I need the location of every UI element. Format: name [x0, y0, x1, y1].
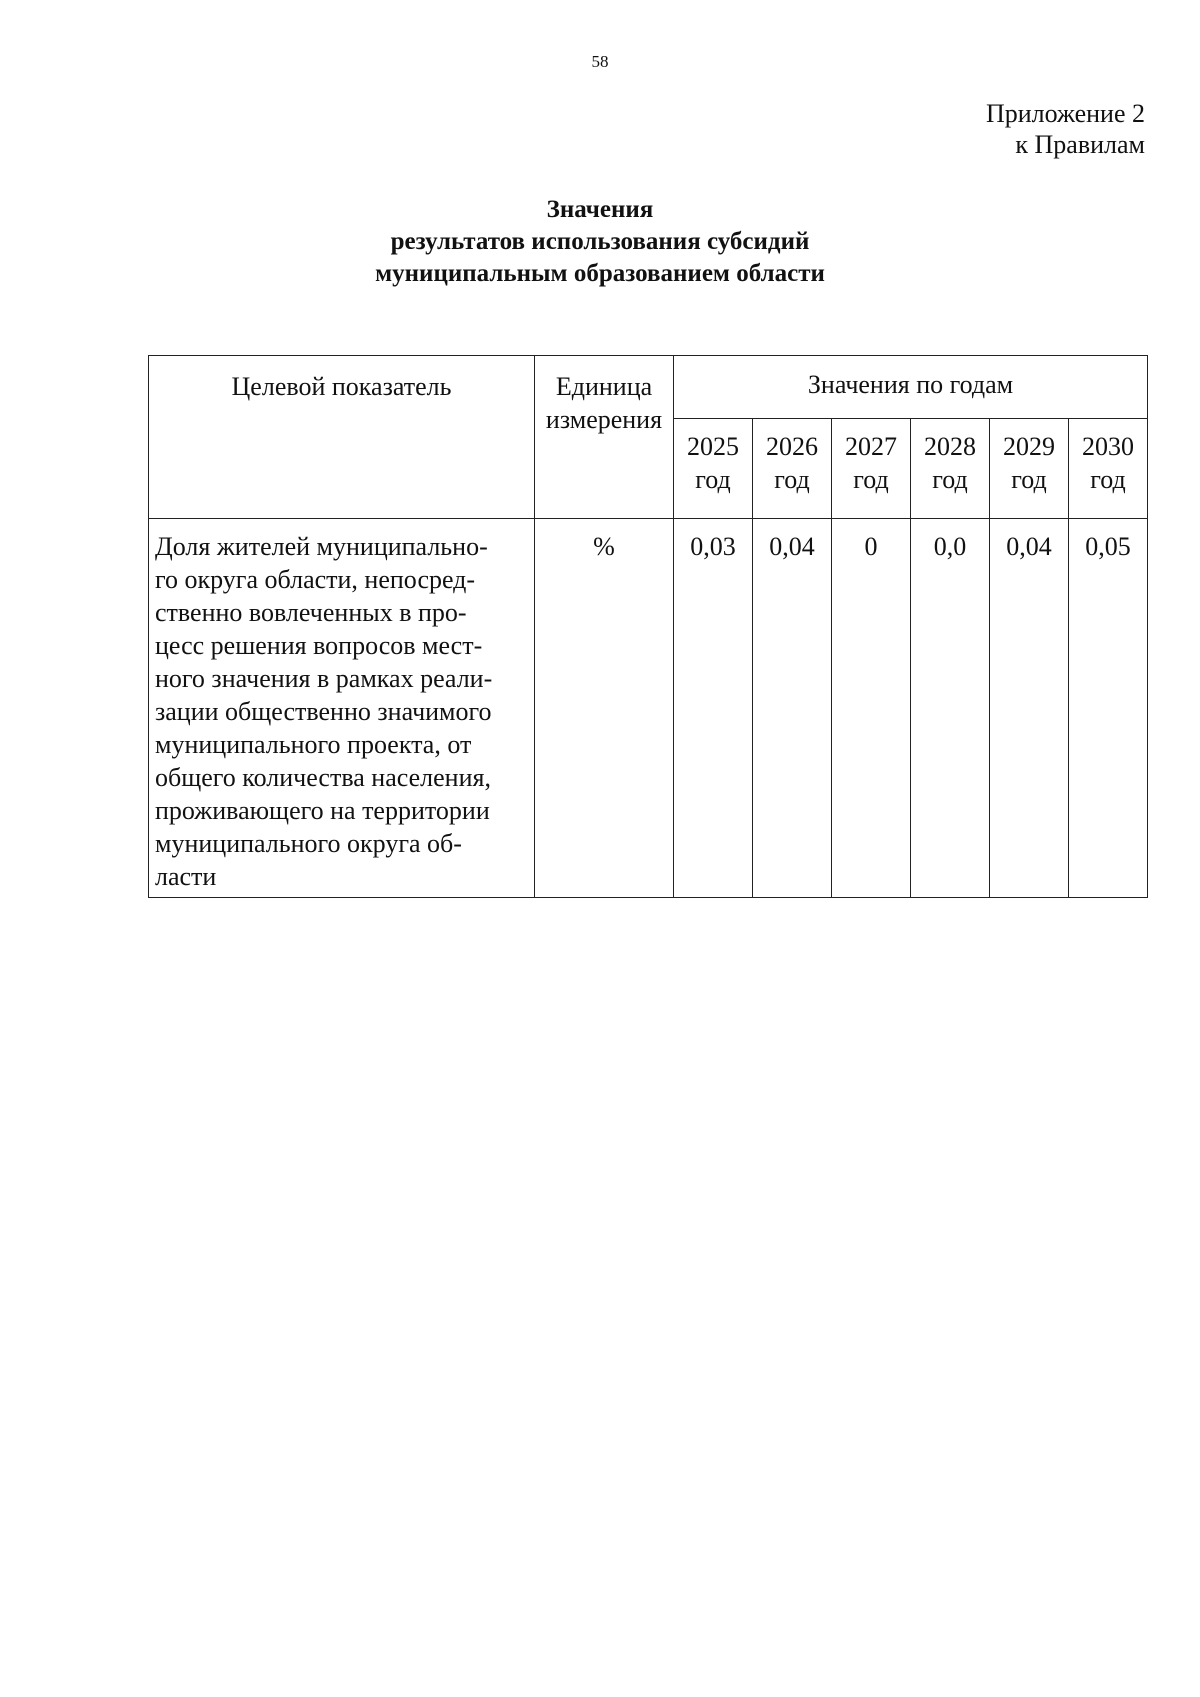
- value-2027: 0: [832, 519, 911, 898]
- indicator-line: ласти: [155, 862, 217, 891]
- appendix-line-2: к Правилам: [1015, 130, 1145, 159]
- indicator-line: го округа области, непосред-: [155, 565, 476, 594]
- header-year-2030: [1069, 419, 1148, 519]
- year-number: 2030: [1082, 432, 1134, 461]
- header-year-2025: [674, 419, 753, 519]
- page-number: 58: [591, 52, 609, 71]
- appendix-note: [986, 98, 1145, 160]
- value-2028: 0,0: [911, 519, 990, 898]
- year-label: год: [853, 465, 889, 494]
- header-year-2028: [911, 419, 990, 519]
- value-2026: 0,04: [753, 519, 832, 898]
- document-title: [0, 194, 1200, 290]
- year-label: год: [774, 465, 810, 494]
- results-table: [148, 355, 1148, 898]
- header-year-2027: [832, 419, 911, 519]
- year-label: год: [932, 465, 968, 494]
- indicator-line: общего количества населения,: [155, 763, 491, 792]
- header-year-2029: [990, 419, 1069, 519]
- header-unit-line-1: Единица: [555, 372, 653, 401]
- title-line-1: Значения: [546, 196, 654, 223]
- unit-cell: %: [535, 519, 674, 898]
- indicator-description: [149, 519, 535, 898]
- header-unit-line-2: измерения: [545, 405, 663, 434]
- title-line-3: муниципальным образованием области: [375, 260, 825, 287]
- indicator-line: Доля жителей муниципально-: [155, 532, 488, 561]
- indicator-line: ственно вовлеченных в про-: [155, 598, 467, 627]
- title-line-2: результатов использования субсидий: [390, 228, 810, 255]
- indicator-line: проживающего на территории: [155, 796, 490, 825]
- indicator-line: цесс решения вопросов мест-: [155, 631, 483, 660]
- year-number: 2027: [845, 432, 897, 461]
- indicator-line: муниципального округа об-: [155, 829, 462, 858]
- table-row: [149, 519, 1148, 898]
- header-year-2026: [753, 419, 832, 519]
- year-label: год: [695, 465, 731, 494]
- year-label: год: [1011, 465, 1047, 494]
- value-2030: 0,05: [1069, 519, 1148, 898]
- header-indicator: Целевой показатель: [149, 356, 535, 519]
- year-label: год: [1090, 465, 1126, 494]
- appendix-line-1: Приложение 2: [985, 99, 1145, 128]
- header-values-by-year: Значения по годам: [674, 356, 1148, 419]
- value-2025: 0,03: [674, 519, 753, 898]
- year-number: 2029: [1003, 432, 1055, 461]
- year-number: 2026: [766, 432, 818, 461]
- indicator-line: ного значения в рамках реали-: [155, 664, 493, 693]
- indicator-line: муниципального проекта, от: [155, 730, 472, 759]
- value-2029: 0,04: [990, 519, 1069, 898]
- header-row-1: [149, 356, 1148, 419]
- year-number: 2028: [924, 432, 976, 461]
- indicator-line: зации общественно значимого: [155, 697, 492, 726]
- header-unit: [535, 356, 674, 519]
- year-number: 2025: [687, 432, 739, 461]
